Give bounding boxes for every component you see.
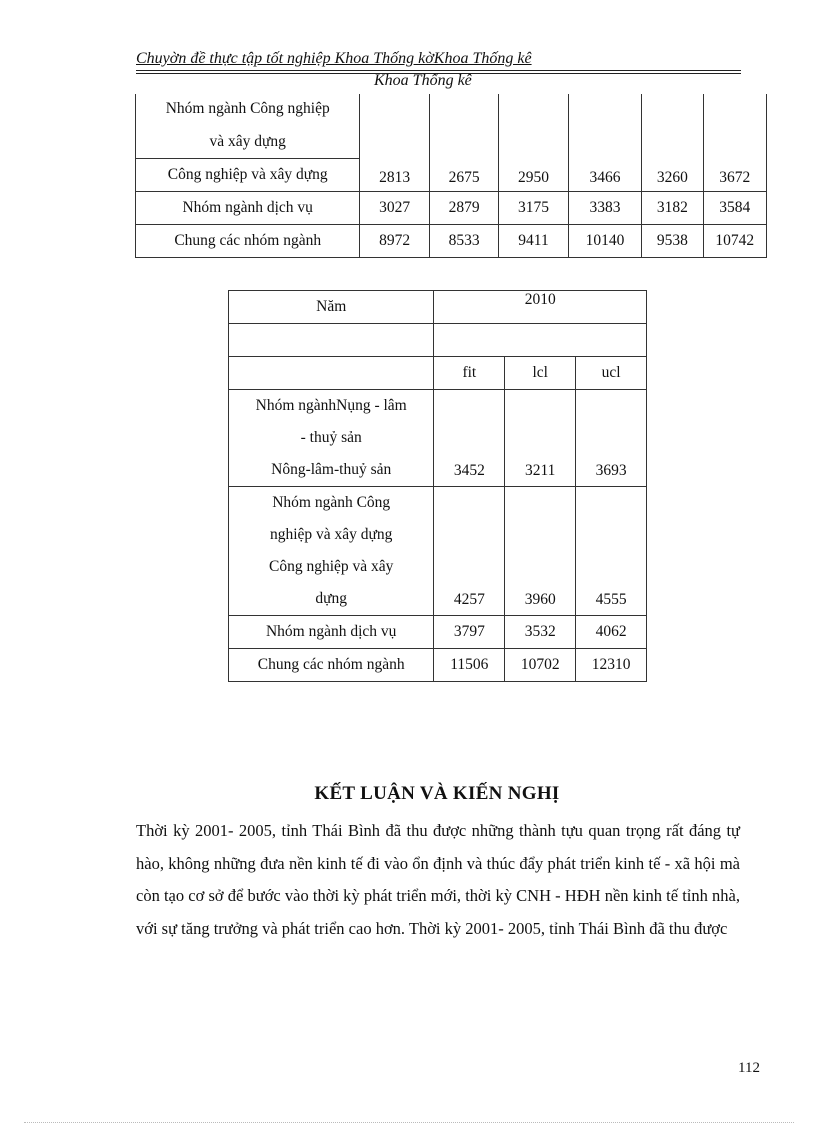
- row-label-line: Nhóm ngành Công: [272, 494, 391, 511]
- table-cell: 4555: [576, 487, 647, 616]
- table-cell: 3383: [568, 192, 641, 225]
- table-cell: 3584: [703, 192, 766, 225]
- table-row: [229, 487, 647, 616]
- column-header-lcl: lcl: [505, 357, 576, 390]
- table-header-row: [229, 291, 647, 324]
- running-header: Chuyờn đề thực tập tốt nghiệp Khoa Thống kờKhoa Thống kê: [136, 50, 532, 67]
- row-label: Chung các nhóm ngành: [136, 225, 360, 258]
- table-cell: 9411: [499, 225, 568, 258]
- table-cell: 3182: [642, 192, 703, 225]
- table-cell: 4062: [576, 616, 647, 649]
- forecast-table-continued: [135, 94, 767, 258]
- row-label-line: Chung các nhóm ngành: [257, 656, 405, 673]
- row-label: [229, 616, 434, 649]
- row-label-line: Nông-lâm-thuỷ sản: [271, 461, 392, 478]
- header-rule: [136, 70, 741, 71]
- year-header: Năm: [229, 291, 434, 324]
- table-cell: 12310: [576, 649, 647, 682]
- table-cell: 8533: [429, 225, 498, 258]
- empty-cell: [229, 324, 434, 357]
- column-header-fit: fit: [434, 357, 505, 390]
- table-row: [229, 390, 647, 487]
- table-cell: 3672: [703, 94, 766, 192]
- row-label-line: Nhóm ngànhNụng - lâm: [255, 397, 407, 414]
- table-cell: 3797: [434, 616, 505, 649]
- empty-cell: [229, 357, 434, 390]
- table-cell: 3452: [434, 390, 505, 487]
- paragraph-text: Thời kỳ 2001- 2005, tỉnh Thái Bình đã thu được những thành tựu quan trọng rất đáng tự hào, không những đưa nền kinh tế đi vào ổn định và thúc đẩy phát triển kinh tế - xã hội mà còn tạo cơ sở để bước vào thời kỳ phát triển mới, thời kỳ CNH - HĐH nền kinh tế tỉnh nhà, với sự tăng trưởng và phát triển cao hơn. Thời kỳ 2001- 2005, tỉnh Thái Bình đã thu được: [136, 821, 740, 938]
- table-cell: 3693: [576, 390, 647, 487]
- running-subheader: Khoa Thống kê: [374, 72, 472, 89]
- table-cell: 3960: [505, 487, 576, 616]
- row-label: [229, 487, 434, 616]
- table-cell: 2675: [429, 94, 498, 192]
- row-label-line: Nhóm ngành Công nghiệp: [165, 100, 330, 117]
- table-cell: 10140: [568, 225, 641, 258]
- row-label-line: - thuỷ sản: [300, 429, 362, 446]
- table-cell: 9538: [642, 225, 703, 258]
- row-label: [229, 649, 434, 682]
- row-label-line: và xây dựng: [209, 133, 286, 150]
- row-label: [136, 94, 360, 159]
- table-cell: 10742: [703, 225, 766, 258]
- row-label-line: nghiệp và xây dựng: [269, 526, 393, 543]
- table-cell: 8972: [360, 225, 429, 258]
- row-label: Công nghiệp và xây dựng: [136, 159, 360, 192]
- page-number: 112: [738, 1060, 760, 1076]
- table-cell: 2950: [499, 94, 568, 192]
- table-cell: 3532: [505, 616, 576, 649]
- section-title: KẾT LUẬN VÀ KIẾN NGHỊ: [314, 783, 560, 804]
- row-label: [229, 390, 434, 487]
- column-header-ucl: ucl: [576, 357, 647, 390]
- table-row: [229, 616, 647, 649]
- table-cell: 3175: [499, 192, 568, 225]
- table-column-row: [229, 357, 647, 390]
- forecast-2010-table: [228, 290, 647, 682]
- row-label: Nhóm ngành dịch vụ: [136, 192, 360, 225]
- empty-cell: [434, 324, 647, 357]
- table-row: [136, 225, 767, 258]
- table-cell: 11506: [434, 649, 505, 682]
- table-cell: 4257: [434, 487, 505, 616]
- row-label-line: Nhóm ngành dịch vụ: [265, 623, 397, 640]
- row-label-line: Công nghiệp và xây: [268, 558, 394, 575]
- table-cell: 10702: [505, 649, 576, 682]
- table-cell: 3466: [568, 94, 641, 192]
- table-spacer-row: [229, 324, 647, 357]
- body-paragraph: [136, 815, 740, 945]
- table-cell: 3211: [505, 390, 576, 487]
- year-value: 2010: [434, 291, 647, 324]
- row-label-line: dựng: [315, 590, 348, 607]
- table-cell: 3027: [360, 192, 429, 225]
- table-cell: 2879: [429, 192, 498, 225]
- table-row: [229, 649, 647, 682]
- table-row: [136, 192, 767, 225]
- table-cell: 3260: [642, 94, 703, 192]
- table-cell: 2813: [360, 94, 429, 192]
